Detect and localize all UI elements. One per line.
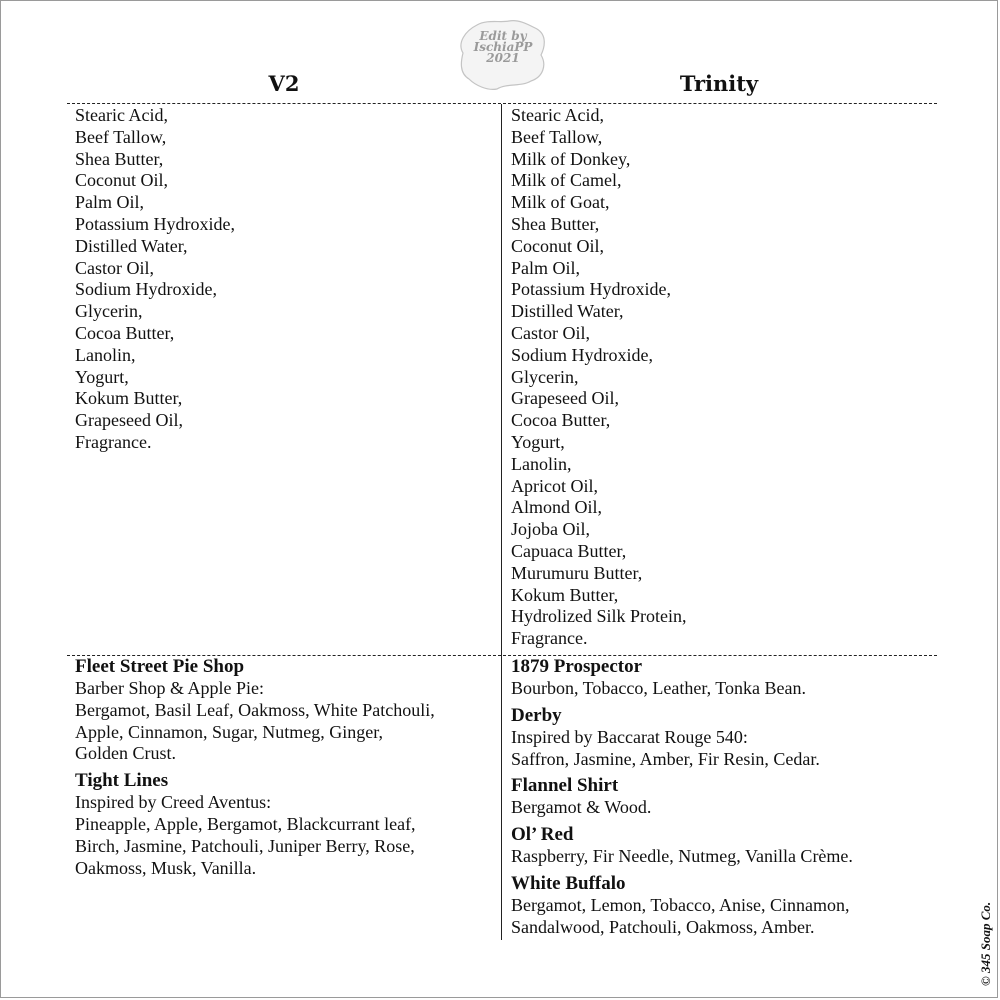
ingredient-item: Beef Tallow, [75,126,167,147]
ingredient-item: Palm Oil, [75,192,145,213]
ingredient-item: Milk of Camel, [511,170,622,191]
ingredient-item: Coconut Oil, [511,235,604,256]
ingredient-item: Glycerin, [75,301,143,322]
scent-name: Derby [511,704,562,726]
ingredient-item: Kokum Butter, [75,388,183,409]
watermark-line-1: Edit by [479,29,527,43]
scent-entry [75,656,497,765]
ingredient-item: Lanolin, [75,344,136,365]
ingredient-item: Sodium Hydroxide, [511,344,653,365]
ingredient-item: Kokum Butter, [511,584,619,605]
header-divider [67,103,937,104]
ingredient-item: Hydrolized Silk Protein, [511,606,687,627]
ingredients-list-trinity [511,105,686,650]
ingredient-item: Shea Butter, [511,213,600,234]
scent-name: 1879 Prospector [511,656,643,677]
ingredient-item: Grapeseed Oil, [75,410,183,431]
ingredient-item: Milk of Goat, [511,192,610,213]
column-title-trinity: Trinity [679,71,759,96]
ingredient-item: Glycerin, [511,366,579,387]
scents-section-trinity [511,656,935,944]
ingredient-item: Distilled Water, [511,301,624,322]
scent-notes: Apple, Cinnamon, Sugar, Nutmeg, Ginger, [75,721,384,742]
scent-notes: Bergamot, Basil Leaf, Oakmoss, White Patchouli, [75,699,435,720]
scent-notes: Bergamot, Lemon, Tobacco, Anise, Cinnamon, [511,894,850,915]
scent-notes: Golden Crust. [75,743,176,764]
scent-name: Tight Lines [75,770,169,792]
scent-name: White Buffalo [511,872,626,894]
scent-description: Inspired by Baccarat Rouge 540: [511,726,748,747]
ingredient-item: Capuaca Butter, [511,540,627,561]
scent-notes: Bergamot & Wood. [511,797,652,818]
ingredient-item: Castor Oil, [75,257,154,278]
watermark-line-3: 2021 [486,51,520,65]
scent-entry [511,873,935,939]
ingredient-item: Stearic Acid, [511,105,604,125]
ingredient-item: Apricot Oil, [511,475,598,496]
scents-section-v2 [75,656,497,884]
scent-description: Barber Shop & Apple Pie: [75,678,264,698]
ingredient-item: Palm Oil, [511,257,581,278]
ingredient-item: Castor Oil, [511,322,590,343]
scent-name: Ol’ Red [511,824,574,846]
ingredients-list-v2 [75,105,235,454]
copyright-notice: © 345 Soap Co. [978,901,993,986]
watermark-line-2: IschiaPP [473,40,533,54]
column-title-v2: V2 [268,71,300,96]
column-divider [501,104,502,940]
ingredient-item: Distilled Water, [75,235,188,256]
ingredient-item: Milk of Donkey, [511,148,631,169]
ingredient-item: Yogurt, [75,366,129,387]
ingredient-item: Almond Oil, [511,497,603,518]
scent-description: Inspired by Creed Aventus: [75,792,272,813]
scent-entry [511,705,935,771]
ingredient-item: Fragrance. [511,628,588,649]
scent-notes: Pineapple, Apple, Bergamot, Blackcurrant leaf, [75,813,416,834]
scent-entry [511,824,935,868]
ingredient-item: Shea Butter, [75,148,164,169]
scent-notes: Sandalwood, Patchouli, Oakmoss, Amber. [511,916,815,937]
scent-name: Flannel Shirt [511,775,619,797]
ingredient-item: Beef Tallow, [511,126,603,147]
ingredient-item: Coconut Oil, [75,170,168,191]
scent-entry [511,775,935,819]
ingredient-item: Sodium Hydroxide, [75,279,217,300]
ingredient-item: Jojoba Oil, [511,519,590,540]
ingredient-item: Potassium Hydroxide, [511,279,671,300]
ingredient-item: Murumuru Butter, [511,562,643,583]
scent-notes: Raspberry, Fir Needle, Nutmeg, Vanilla Crème. [511,846,853,867]
ingredient-item: Yogurt, [511,431,565,452]
ingredient-item: Lanolin, [511,453,572,474]
ingredient-item: Cocoa Butter, [75,322,175,343]
scent-notes: Bourbon, Tobacco, Leather, Tonka Bean. [511,678,807,698]
scent-notes: Birch, Jasmine, Patchouli, Juniper Berry, Rose, [75,835,415,856]
ingredient-item: Cocoa Butter, [511,410,611,431]
watermark-text [457,31,549,64]
ingredient-item: Grapeseed Oil, [511,388,619,409]
scent-notes: Saffron, Jasmine, Amber, Fir Resin, Cedar. [511,748,820,769]
ingredient-item: Fragrance. [75,431,152,452]
scent-notes: Oakmoss, Musk, Vanilla. [75,857,257,878]
ingredient-item: Potassium Hydroxide, [75,213,235,234]
ingredient-item: Stearic Acid, [75,105,168,125]
scent-name: Fleet Street Pie Shop [75,656,245,677]
scent-entry [75,770,497,879]
scent-entry [511,656,935,700]
